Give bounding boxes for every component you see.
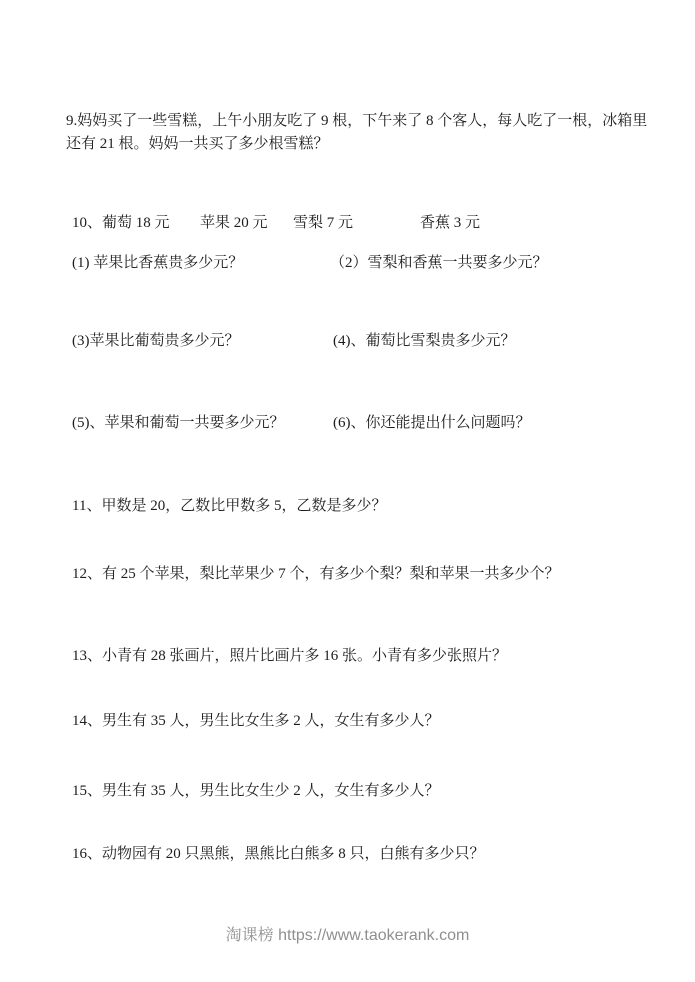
subquestion-6: (6)、你还能提出什么问题吗？ [333, 415, 531, 431]
subquestion-5: (5)、苹果和葡萄一共要多少元？ [72, 415, 285, 431]
problem-13-text: 13、小青有 28 张画片，照片比画片多 16 张。小青有多少张照片？ [72, 648, 508, 664]
problem-9-line-2: 还有 21 根。妈妈一共买了多少根雪糕？ [66, 136, 329, 152]
problem-15-text: 15、男生有 35 人，男生比女生少 2 人，女生有多少人？ [72, 783, 440, 799]
problem-10-sub-row-3 [0, 412, 695, 435]
problem-10-sub-row-2 [0, 330, 695, 353]
price-apple: 苹果 20 元 [200, 215, 268, 231]
subquestion-4: (4)、葡萄比雪梨贵多少元？ [333, 333, 516, 349]
subquestion-3: (3)苹果比葡萄贵多少元？ [72, 333, 240, 349]
problem-14-text: 14、男生有 35 人，男生比女生多 2 人，女生有多少人？ [72, 713, 440, 729]
footer-watermark: 淘课榜 https://www.taokerank.com [225, 927, 470, 944]
problem-10-price-list [0, 212, 695, 235]
subquestion-1: (1) 苹果比香蕉贵多少元？ [72, 255, 244, 271]
price-banana: 香蕉 3 元 [420, 215, 481, 231]
price-pear: 雪梨 7 元 [293, 215, 354, 231]
problem-10-sub-row-1 [0, 252, 695, 275]
problem-9-line-1: 9.妈妈买了一些雪糕，上午小朋友吃了 9 根，下午来了 8 个客人，每人吃了一根，冰箱里 [66, 113, 648, 129]
problem-12-text: 12、有 25 个苹果，梨比苹果少 7 个，有多少个梨？梨和苹果一共多少个？ [72, 566, 560, 582]
subquestion-2: （2）雪梨和香蕉一共要多少元？ [330, 255, 548, 271]
problem-16-text: 16、动物园有 20 只黑熊，黑熊比白熊多 8 只，白熊有多少只？ [72, 846, 485, 862]
problem-11-text: 11、甲数是 20，乙数比甲数多 5，乙数是多少？ [72, 498, 387, 514]
price-grape: 10、葡萄 18 元 [72, 215, 170, 231]
